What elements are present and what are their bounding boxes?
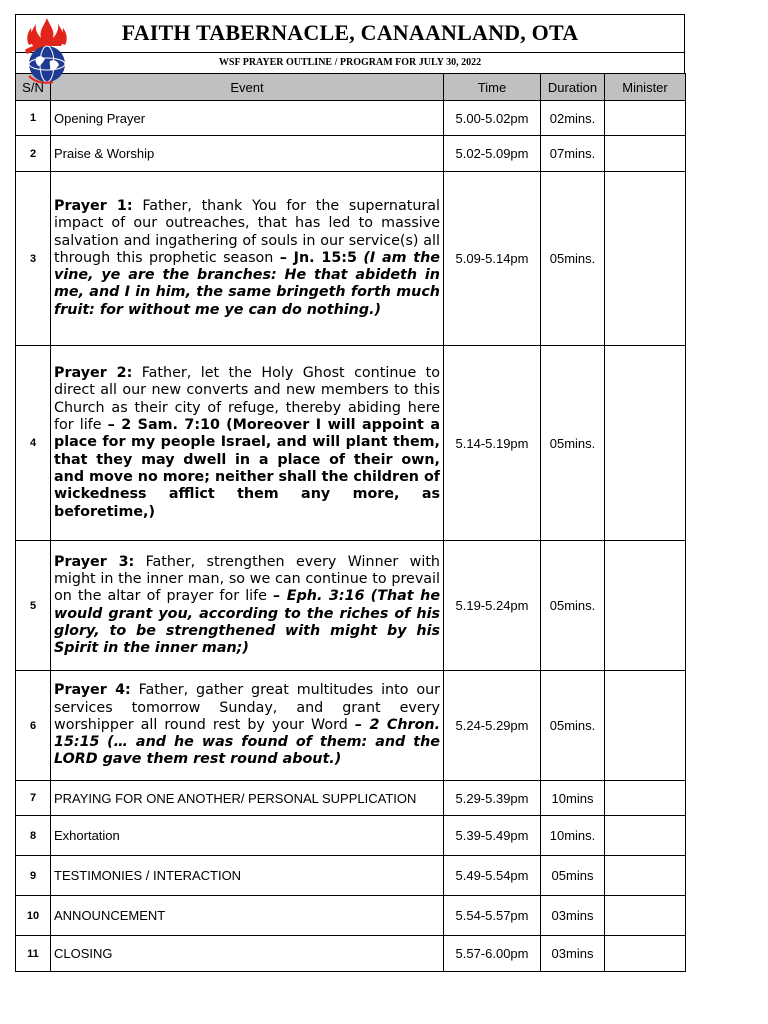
duration-cell: 10mins.	[541, 816, 605, 856]
time-cell: 5.29-5.39pm	[444, 781, 541, 816]
row-number: 8	[16, 816, 51, 856]
table-row	[16, 896, 686, 936]
prayer-body: Father, gather great multitudes into our services tomorrow Sunday, and grant every worshipper all round rest by your Word	[54, 682, 441, 733]
column-header-event: Event	[51, 74, 444, 101]
time-cell: 5.00-5.02pm	[444, 101, 541, 136]
program-sheet	[15, 14, 685, 972]
prayer-label: Prayer 4:	[54, 682, 131, 699]
prayer-text	[54, 682, 440, 768]
minister-cell	[605, 816, 686, 856]
event-cell: Praise & Worship	[51, 136, 444, 172]
minister-cell	[605, 346, 686, 541]
table-row	[16, 936, 686, 972]
time-cell: 5.02-5.09pm	[444, 136, 541, 172]
minister-cell	[605, 101, 686, 136]
prayer-label: Prayer 3:	[54, 553, 135, 570]
minister-cell	[605, 172, 686, 346]
duration-cell: 05mins.	[541, 671, 605, 781]
minister-cell	[605, 936, 686, 972]
duration-cell: 10mins	[541, 781, 605, 816]
scripture-verse: (I am the vine, ye are the branches: He that abideth in me, and I in him, the same bringeth forth much fruit: for without me ye can do nothing.)	[54, 249, 441, 318]
time-cell: 5.24-5.29pm	[444, 671, 541, 781]
event-cell: CLOSING	[51, 936, 444, 972]
scripture-reference: – 2 Chron. 15:15	[54, 716, 440, 751]
minister-cell	[605, 856, 686, 896]
prayer-cell	[51, 172, 444, 346]
scripture-verse: (That he would grant you, according to the riches of his glory, to be strengthened with might by his Spirit in the inner man;)	[54, 588, 441, 657]
table-row	[16, 856, 686, 896]
prayer-body: Father, let the Holy Ghost continue to direct all our new converts and new members to this Church as their city of refuge, thereby abiding here for life	[54, 365, 441, 434]
event-cell: PRAYING FOR ONE ANOTHER/ PERSONAL SUPPLICATION	[51, 781, 444, 816]
title-bar	[15, 14, 685, 52]
column-header-sn: S/N	[16, 74, 51, 101]
scripture-reference: – Jn. 15:5	[279, 249, 357, 266]
duration-cell: 05mins	[541, 856, 605, 896]
duration-cell: 02mins.	[541, 101, 605, 136]
duration-cell: 05mins.	[541, 541, 605, 671]
scripture-verse: (Moreover I will appoint a place for my people Israel, and will plant them, that they may dwell in a place of their own, and move no more; neither shall the children of wickedness afflict them any more, as beforetime,)	[54, 417, 441, 520]
minister-cell	[605, 896, 686, 936]
prayer-cell	[51, 346, 444, 541]
prayer-body: Father, thank You for the supernatural impact of our outreaches, that has led to massive salvation and ingathering of souls in our service(s) all through this prophetic season	[54, 197, 441, 266]
prayer-text	[54, 554, 440, 658]
minister-cell	[605, 541, 686, 671]
table-header-row	[16, 74, 686, 101]
column-header-minister: Minister	[605, 74, 686, 101]
minister-cell	[605, 671, 686, 781]
row-number: 7	[16, 781, 51, 816]
minister-cell	[605, 136, 686, 172]
program-table	[15, 73, 686, 972]
prayer-cell	[51, 541, 444, 671]
prayer-cell	[51, 671, 444, 781]
row-number: 5	[16, 541, 51, 671]
row-number: 1	[16, 101, 51, 136]
time-cell: 5.54-5.57pm	[444, 896, 541, 936]
page-title: FAITH TABERNACLE, CANAANLAND, OTA	[121, 20, 579, 45]
table-row	[16, 816, 686, 856]
row-number: 2	[16, 136, 51, 172]
time-cell: 5.14-5.19pm	[444, 346, 541, 541]
duration-cell: 03mins	[541, 936, 605, 972]
duration-cell: 05mins.	[541, 346, 605, 541]
table-row	[16, 101, 686, 136]
row-number: 9	[16, 856, 51, 896]
prayer-text	[54, 198, 440, 319]
row-number: 4	[16, 346, 51, 541]
table-row	[16, 541, 686, 671]
row-number: 6	[16, 671, 51, 781]
minister-cell	[605, 781, 686, 816]
table-row	[16, 136, 686, 172]
prayer-text	[54, 365, 440, 521]
table-row	[16, 346, 686, 541]
scripture-reference: – Eph. 3:16	[273, 588, 365, 605]
time-cell: 5.09-5.14pm	[444, 172, 541, 346]
table-row	[16, 781, 686, 816]
flame-globe-logo-icon	[19, 16, 75, 88]
page-subtitle: WSF PRAYER OUTLINE / PROGRAM FOR JULY 30, 2022	[15, 52, 685, 73]
event-cell: TESTIMONIES / INTERACTION	[51, 856, 444, 896]
prayer-label: Prayer 2:	[54, 365, 133, 382]
table-row	[16, 671, 686, 781]
row-number: 3	[16, 172, 51, 346]
prayer-body: Father, strengthen every Winner with might in the inner man, so we can continue to prevail on the altar of prayer for life	[54, 553, 440, 605]
time-cell: 5.57-6.00pm	[444, 936, 541, 972]
row-number: 10	[16, 896, 51, 936]
scripture-verse: (… and he was found of them: and the LORD gave them rest round about.)	[54, 734, 441, 768]
scripture-reference: – 2 Sam. 7:10	[107, 417, 220, 434]
duration-cell: 03mins	[541, 896, 605, 936]
time-cell: 5.39-5.49pm	[444, 816, 541, 856]
event-cell: Exhortation	[51, 816, 444, 856]
row-number: 11	[16, 936, 51, 972]
column-header-time: Time	[444, 74, 541, 101]
event-cell: Opening Prayer	[51, 101, 444, 136]
column-header-duration: Duration	[541, 74, 605, 101]
duration-cell: 07mins.	[541, 136, 605, 172]
time-cell: 5.19-5.24pm	[444, 541, 541, 671]
prayer-label: Prayer 1:	[54, 197, 133, 214]
table-row	[16, 172, 686, 346]
time-cell: 5.49-5.54pm	[444, 856, 541, 896]
event-cell: ANNOUNCEMENT	[51, 896, 444, 936]
duration-cell: 05mins.	[541, 172, 605, 346]
